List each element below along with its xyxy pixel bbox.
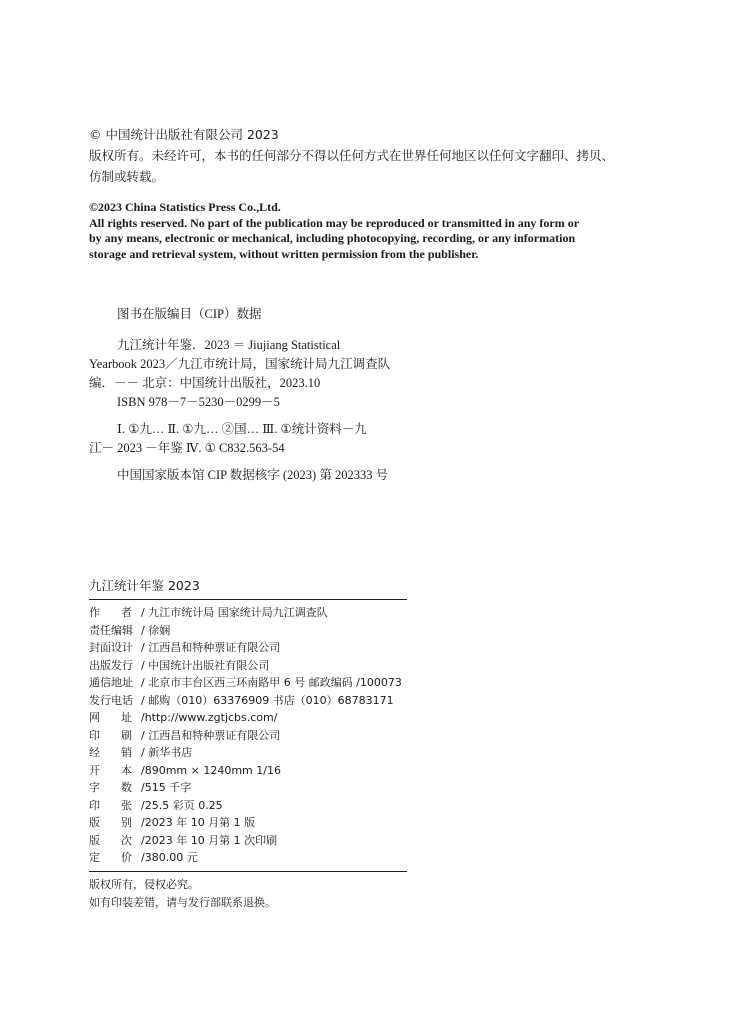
copyright-cn-line: 版权所有。未经许可，本书的任何部分不得以任何方式在世界任何地区以任何文字翻印、拷贝、	[89, 148, 615, 163]
detail-value: /380.00 元	[141, 851, 198, 864]
rights-notice: 版权所有，侵权必究。	[89, 878, 199, 891]
detail-label: 通信地址	[89, 676, 133, 689]
cip-block	[89, 336, 409, 485]
detail-row	[89, 604, 409, 622]
copyright-en-line: storage and retrieval system, without written permission from the publisher.	[89, 246, 479, 261]
detail-label: 责任编辑	[89, 623, 133, 637]
cip-line: 九江统计年鉴．2023 ＝ Jiujiang Statistical	[117, 338, 341, 352]
detail-value: /25.5 彩页 0.25	[141, 798, 223, 812]
copyright-cn-line: 仿制或转载。	[89, 169, 165, 184]
detail-label: 经 销	[89, 746, 132, 759]
detail-value: /2023 年 10 月第 1 版	[141, 816, 256, 829]
book-details-list	[89, 604, 409, 867]
detail-value: / 江西昌和特种票证有限公司	[141, 728, 281, 742]
detail-label: 版 别	[89, 816, 132, 829]
copyright-cn-line: © 中国统计出版社有限公司 2023	[89, 127, 279, 142]
detail-label: 版 次	[89, 833, 132, 847]
cip-line: 江－ 2023 －年鉴 Ⅳ. ① C832.563-54	[89, 441, 285, 455]
detail-value: / 新华书店	[141, 746, 193, 759]
cip-record-number: 中国国家版本馆 CIP 数据核字 (2023) 第 202333 号	[117, 468, 389, 482]
detail-row	[89, 727, 409, 745]
detail-row	[89, 709, 409, 727]
cip-isbn: ISBN 978－7－5230－0299－5	[117, 395, 280, 409]
copyright-en-line: All rights reserved. No part of the publication may be reproduced or transmitted in any form or	[89, 215, 580, 230]
detail-label: 出版发行	[89, 658, 133, 672]
detail-row	[89, 692, 409, 710]
detail-value: /515 千字	[141, 781, 192, 794]
top-divider	[89, 599, 407, 600]
detail-value: / 九江市统计局 国家统计局九江调查队	[141, 606, 328, 619]
detail-value: / 中国统计出版社有限公司	[141, 658, 270, 672]
detail-label: 印 张	[89, 798, 132, 812]
detail-label: 作 者	[89, 606, 132, 619]
detail-value: / 邮购（010）63376909 书店（010）68783171	[141, 693, 394, 707]
detail-row	[89, 639, 409, 657]
footer-block	[89, 876, 276, 911]
cip-line: 编．－－ 北京：中国统计出版社，2023.10	[89, 376, 321, 390]
detail-label: 发行电话	[89, 693, 133, 707]
detail-row	[89, 622, 409, 640]
detail-label: 开 本	[89, 763, 132, 777]
cip-heading: 图书在版编目（CIP）数据	[117, 307, 262, 321]
detail-row	[89, 814, 409, 832]
detail-value: / 北京市丰台区西三环南路甲 6 号 邮政编码 /100073	[141, 676, 402, 689]
bottom-divider	[89, 871, 407, 872]
detail-row	[89, 744, 409, 762]
detail-value: /2023 年 10 月第 1 次印刷	[141, 833, 278, 847]
copyright-en-line: ©2023 China Statistics Press Co.,Ltd.	[89, 200, 281, 214]
detail-label: 定 价	[89, 851, 132, 864]
detail-row	[89, 762, 409, 780]
detail-row	[89, 779, 409, 797]
detail-label: 印 刷	[89, 728, 132, 742]
detail-value: /890mm × 1240mm 1/16	[141, 763, 281, 777]
detail-label: 网 址	[89, 711, 132, 724]
detail-value: /http://www.zgtjcbs.com/	[141, 711, 278, 724]
detail-label: 字 数	[89, 781, 132, 794]
detail-label: 封面设计	[89, 641, 133, 654]
detail-value: / 江西昌和特种票证有限公司	[141, 641, 281, 654]
copyright-en-block	[89, 200, 649, 262]
book-title: 九江统计年鉴 2023	[89, 578, 200, 593]
detail-row	[89, 832, 409, 850]
detail-row	[89, 674, 409, 692]
detail-row	[89, 657, 409, 675]
detail-value: / 徐娴	[141, 623, 171, 637]
copyright-en-line: by any means, electronic or mechanical, including photocopying, recording, or any information	[89, 231, 576, 245]
detail-row	[89, 849, 409, 867]
cip-line: Ⅰ. ①九… Ⅱ. ①九… ②国… Ⅲ. ①统计资料－九	[117, 422, 367, 436]
return-notice: 如有印装差错，请与发行部联系退换。	[89, 895, 276, 909]
copyright-cn-block	[89, 124, 649, 187]
cip-line: Yearbook 2023／九江市统计局，国家统计局九江调查队	[89, 357, 391, 371]
detail-row	[89, 797, 409, 815]
